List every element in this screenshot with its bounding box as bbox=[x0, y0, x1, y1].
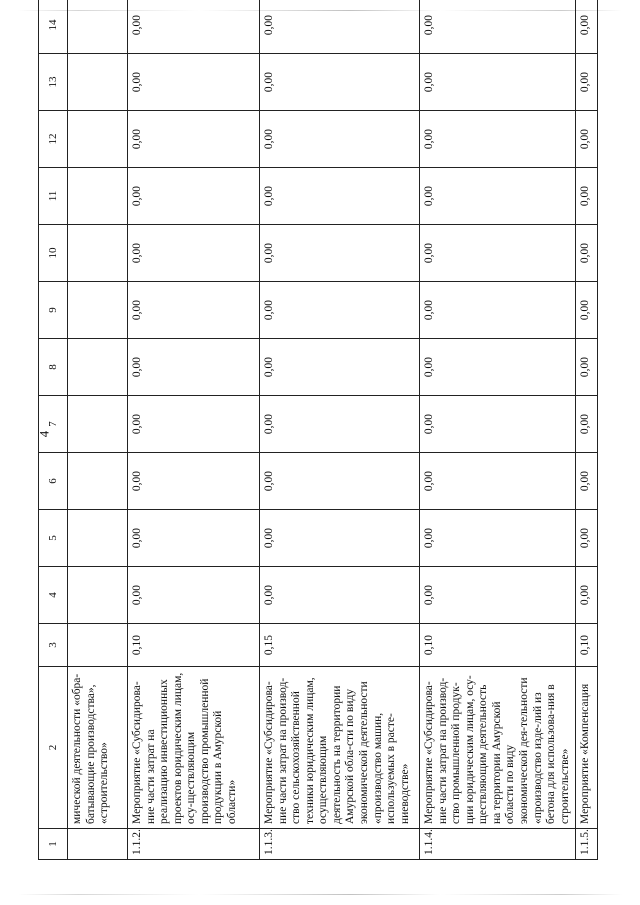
table-row bbox=[128, 0, 260, 860]
column-header-11: 11 bbox=[39, 168, 68, 225]
row-value-col-6: 0,00 bbox=[260, 453, 420, 510]
row-value-col-6: 0,00 bbox=[576, 453, 598, 510]
row-value-col-11: 0,00 bbox=[128, 168, 260, 225]
row-value-col-4: 0,00 bbox=[576, 567, 598, 624]
row-value-col-5: 0,00 bbox=[576, 510, 598, 567]
row-value-col-14: 0,00 bbox=[420, 0, 576, 54]
row-value-col-12: 0,00 bbox=[128, 111, 260, 168]
header-row bbox=[39, 0, 68, 860]
row-value-col-12: 0,00 bbox=[260, 111, 420, 168]
row-value-col-13 bbox=[68, 54, 128, 111]
row-value-col-9: 0,00 bbox=[420, 282, 576, 339]
row-value-col-11: 0,00 bbox=[260, 168, 420, 225]
column-header-6: 6 bbox=[39, 453, 68, 510]
row-value-col-12: 0,00 bbox=[420, 111, 576, 168]
page-number: 4 bbox=[36, 430, 52, 438]
row-code: 1.1.4. bbox=[420, 829, 576, 860]
column-header-13: 13 bbox=[39, 54, 68, 111]
row-value-col-9: 0,00 bbox=[576, 282, 598, 339]
row-value-col-3: 0,10 bbox=[576, 624, 598, 667]
row-value-col-10: 0,00 bbox=[420, 225, 576, 282]
data-table-rotated bbox=[38, 14, 592, 860]
row-value-col-8: 0,00 bbox=[576, 339, 598, 396]
row-value-col-8: 0,00 bbox=[260, 339, 420, 396]
row-value-col-14: 0,00 bbox=[576, 0, 598, 54]
row-value-col-12: 0,00 bbox=[576, 111, 598, 168]
column-header-9: 9 bbox=[39, 282, 68, 339]
row-value-col-4: 0,00 bbox=[420, 567, 576, 624]
column-header-3: 3 bbox=[39, 624, 68, 667]
row-description: Мероприятие «Субсидирова-ние части затрат на производ-ство промышленной продук-ции юридическим лицам, осу-ществляющим деятельность на территории Амурской области по виду экономической дея-тельности «производство изде-лий из бетона для использова-ния в строительстве» bbox=[420, 667, 576, 829]
row-value-col-10: 0,00 bbox=[260, 225, 420, 282]
row-description: Мероприятие «Субсидирова-ние части затрат на реализацию инвестиционных проектов юридическим лицам, осу-ществляющим производство промышленной продукции в Амурской области» bbox=[128, 667, 260, 829]
column-header-4: 4 bbox=[39, 567, 68, 624]
row-value-col-7 bbox=[68, 396, 128, 453]
row-description: мической деятельности «обра-батывающие производства», «строительство» bbox=[68, 667, 128, 829]
row-value-col-14: 0,00 bbox=[128, 0, 260, 54]
row-value-col-11: 0,00 bbox=[576, 168, 598, 225]
row-value-col-3: 0,15 bbox=[260, 624, 420, 667]
row-value-col-11: 0,00 bbox=[420, 168, 576, 225]
row-code: 1.1.2. bbox=[128, 829, 260, 860]
row-value-col-3: 0,10 bbox=[128, 624, 260, 667]
data-table bbox=[38, 0, 598, 860]
row-code bbox=[68, 829, 128, 860]
row-value-col-5: 0,00 bbox=[128, 510, 260, 567]
row-value-col-6: 0,00 bbox=[420, 453, 576, 510]
row-value-col-13: 0,00 bbox=[576, 54, 598, 111]
row-value-col-9: 0,00 bbox=[128, 282, 260, 339]
table-row bbox=[576, 0, 598, 860]
row-value-col-7: 0,00 bbox=[260, 396, 420, 453]
row-value-col-10: 0,00 bbox=[576, 225, 598, 282]
row-value-col-13: 0,00 bbox=[128, 54, 260, 111]
row-value-col-11 bbox=[68, 168, 128, 225]
column-header-12: 12 bbox=[39, 111, 68, 168]
row-value-col-8: 0,00 bbox=[420, 339, 576, 396]
row-value-col-3 bbox=[68, 624, 128, 667]
row-value-col-13: 0,00 bbox=[420, 54, 576, 111]
row-value-col-3: 0,10 bbox=[420, 624, 576, 667]
row-value-col-8 bbox=[68, 339, 128, 396]
row-value-col-13: 0,00 bbox=[260, 54, 420, 111]
row-value-col-4 bbox=[68, 567, 128, 624]
row-value-col-14 bbox=[68, 0, 128, 54]
row-value-col-6: 0,00 bbox=[128, 453, 260, 510]
row-value-col-9 bbox=[68, 282, 128, 339]
row-value-col-12 bbox=[68, 111, 128, 168]
column-header-7: 7 bbox=[39, 396, 68, 453]
row-value-col-14: 0,00 bbox=[260, 0, 420, 54]
row-value-col-5 bbox=[68, 510, 128, 567]
column-header-1: 1 bbox=[39, 829, 68, 860]
column-header-10: 10 bbox=[39, 225, 68, 282]
row-value-col-10 bbox=[68, 225, 128, 282]
row-code: 1.1.3. bbox=[260, 829, 420, 860]
row-value-col-7: 0,00 bbox=[128, 396, 260, 453]
table-row bbox=[420, 0, 576, 860]
row-value-col-5: 0,00 bbox=[260, 510, 420, 567]
row-value-col-9: 0,00 bbox=[260, 282, 420, 339]
row-value-col-6 bbox=[68, 453, 128, 510]
row-code: 1.1.5. bbox=[576, 829, 598, 860]
column-header-8: 8 bbox=[39, 339, 68, 396]
table-row bbox=[68, 0, 128, 860]
column-header-2: 2 bbox=[39, 667, 68, 829]
row-value-col-5: 0,00 bbox=[420, 510, 576, 567]
column-header-14: 14 bbox=[39, 0, 68, 54]
row-value-col-7: 0,00 bbox=[420, 396, 576, 453]
row-description: Мероприятие «Компенсация bbox=[576, 667, 598, 829]
row-value-col-10: 0,00 bbox=[128, 225, 260, 282]
row-value-col-4: 0,00 bbox=[260, 567, 420, 624]
row-value-col-4: 0,00 bbox=[128, 567, 260, 624]
scan-edge-bottom bbox=[18, 894, 622, 895]
column-header-5: 5 bbox=[39, 510, 68, 567]
row-description: Мероприятие «Субсидирова-ние части затрат на производ-ство сельскохозяйственной техники юридическим лицам, осуществляющим деятельность на территории Амурской обла-сти по виду экономической деятельности «производство машин, используемых в расте-ниеводстве» bbox=[260, 667, 420, 829]
table-row bbox=[260, 0, 420, 860]
row-value-col-8: 0,00 bbox=[128, 339, 260, 396]
row-value-col-7: 0,00 bbox=[576, 396, 598, 453]
